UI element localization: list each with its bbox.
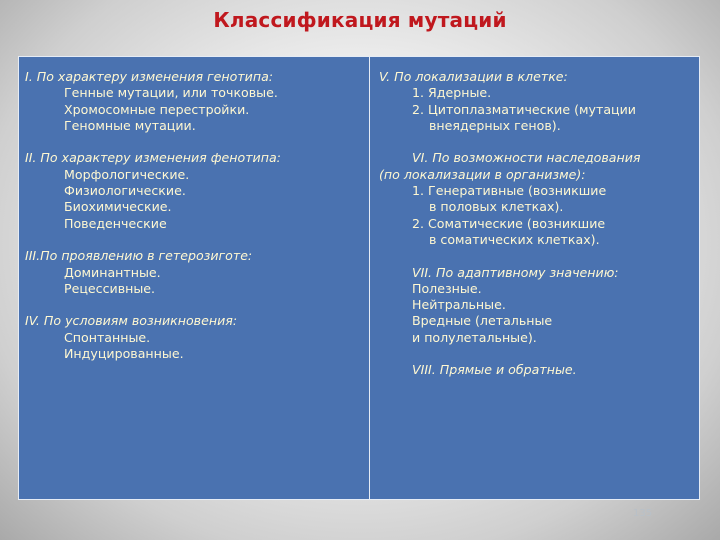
list-item-continuation: в половых клетках).	[429, 199, 564, 215]
list-item: 2. Соматические (возникшие	[412, 215, 606, 231]
section-heading: VI. По возможности наследования	[412, 150, 641, 166]
list-item: Нейтральные.	[412, 297, 506, 313]
list-item: Поведенческие	[64, 215, 167, 231]
section-heading: VII. По адаптивному значению:	[412, 264, 619, 280]
section-heading: V. По локализации в клетке:	[379, 69, 568, 84]
left-column	[19, 57, 370, 499]
page-number: 135	[633, 508, 653, 519]
list-item: 2. Цитоплазматические (мутации	[412, 101, 636, 117]
list-item: Биохимические.	[64, 199, 172, 215]
section-heading: VIII. Прямые и обратные.	[412, 362, 577, 378]
classification-table	[18, 56, 700, 500]
list-item: 1. Генеративные (возникшие	[412, 183, 607, 199]
section-heading: II. По характеру изменения фенотипа:	[25, 150, 281, 166]
right-column	[370, 57, 699, 499]
list-item: Рецессивные.	[64, 280, 156, 296]
list-item: Геномные мутации.	[64, 117, 196, 133]
list-item: Индуцированные.	[64, 346, 184, 362]
section-heading: I. По характеру изменения генотипа:	[25, 69, 274, 84]
list-item-continuation: внеядерных генов).	[429, 117, 561, 133]
list-item: 1. Ядерные.	[412, 85, 492, 101]
list-item: Хромосомные перестройки.	[64, 101, 250, 117]
list-item: Спонтанные.	[64, 329, 151, 345]
section-heading-continuation: (по локализации в организме):	[379, 166, 586, 182]
section-heading: III.По проявлению в гетерозиготе:	[25, 248, 253, 264]
list-item: и полулетальные).	[412, 329, 537, 345]
list-item: Доминантные.	[64, 264, 161, 280]
list-item: Генные мутации, или точковые.	[64, 85, 278, 101]
list-item: Вредные (летальные	[412, 313, 553, 329]
section-heading: IV. По условиям возникновения:	[25, 313, 238, 329]
list-item-continuation: в соматических клетках).	[429, 231, 600, 247]
slide-title: Классификация мутаций	[213, 8, 507, 32]
list-item: Морфологические.	[64, 166, 190, 182]
list-item: Полезные.	[412, 280, 482, 296]
list-item: Физиологические.	[64, 183, 186, 199]
